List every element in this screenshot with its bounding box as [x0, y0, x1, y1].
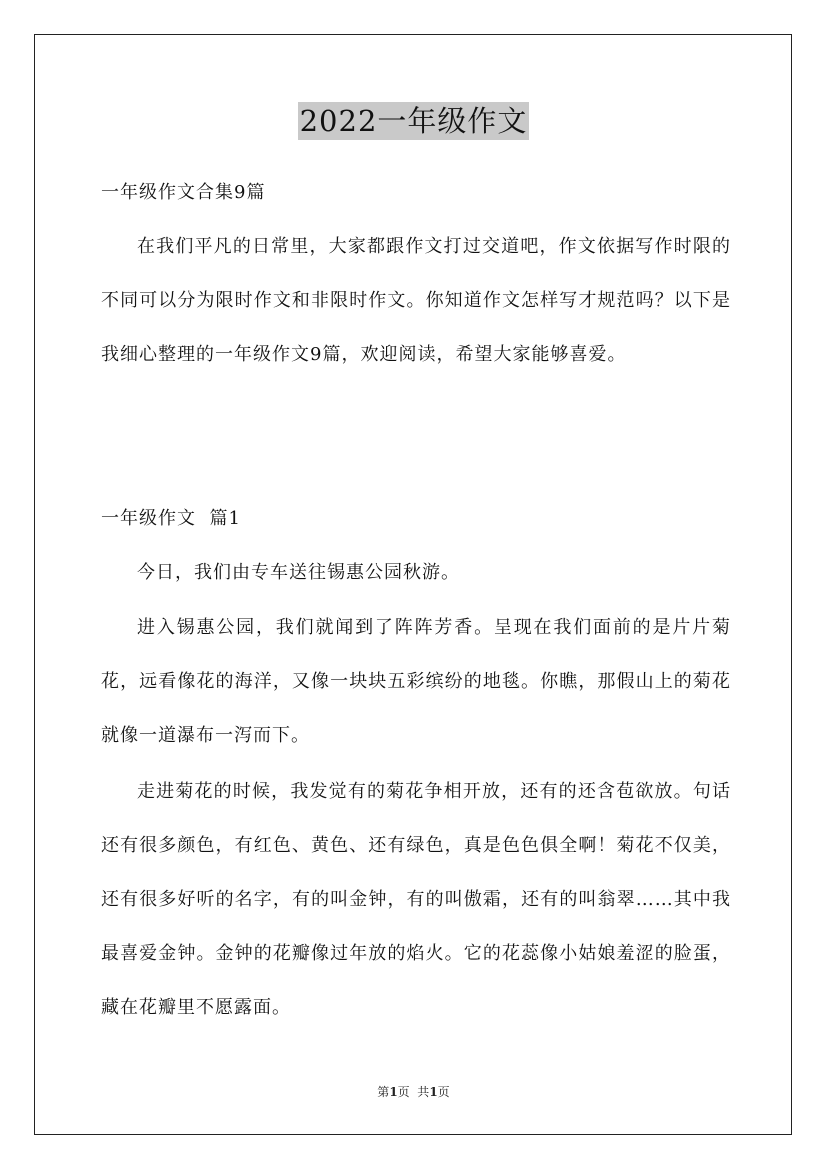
page-total: 1 [429, 1085, 438, 1099]
body-paragraph-3: 走进菊花的时候，我发觉有的菊花争相开放，还有的还含苞欲放。句话还有很多颜色，有红色、黄色、还有绿色，真是色色俱全啊！菊花不仅美，还有很多好听的名字，有的叫金钟，有的叫傲霜，还有的叫翁翠……其中我最喜爱金钟。金钟的花瓣像过年放的焰火。它的花蕊像小姑娘羞涩的脸蛋，藏在花瓣里不愿露面。 [101, 781, 731, 1018]
intro-paragraph: 在我们平凡的日常里，大家都跟作文打过交道吧，作文依据写作时限的不同可以分为限时作文和非限时作文。你知道作文怎样写才规范吗？以下是我细心整理的一年级作文9篇，欢迎阅读，希望大家能够喜爱。 [101, 236, 731, 365]
title-wrap [0, 102, 827, 140]
page-current: 1 [389, 1085, 398, 1099]
page-suffix: 页 [437, 1085, 450, 1099]
page-middle: 页 共 [397, 1085, 430, 1099]
body-paragraph-2: 进入锡惠公园，我们就闻到了阵阵芳香。呈现在我们面前的是片片菊花，远看像花的海洋，又像一块块五彩缤纷的地毯。你瞧，那假山上的菊花就像一道瀑布一泻而下。 [101, 617, 731, 746]
document-subtitle: 一年级作文合集9篇 [101, 182, 266, 203]
page-prefix: 第 [377, 1085, 390, 1099]
body-paragraph-1: 今日，我们由专车送往锡惠公园秋游。 [137, 562, 460, 583]
page-footer [0, 1083, 827, 1100]
document-title: 2022一年级作文 [299, 104, 528, 138]
section-heading: 一年级作文 篇1 [101, 508, 241, 529]
